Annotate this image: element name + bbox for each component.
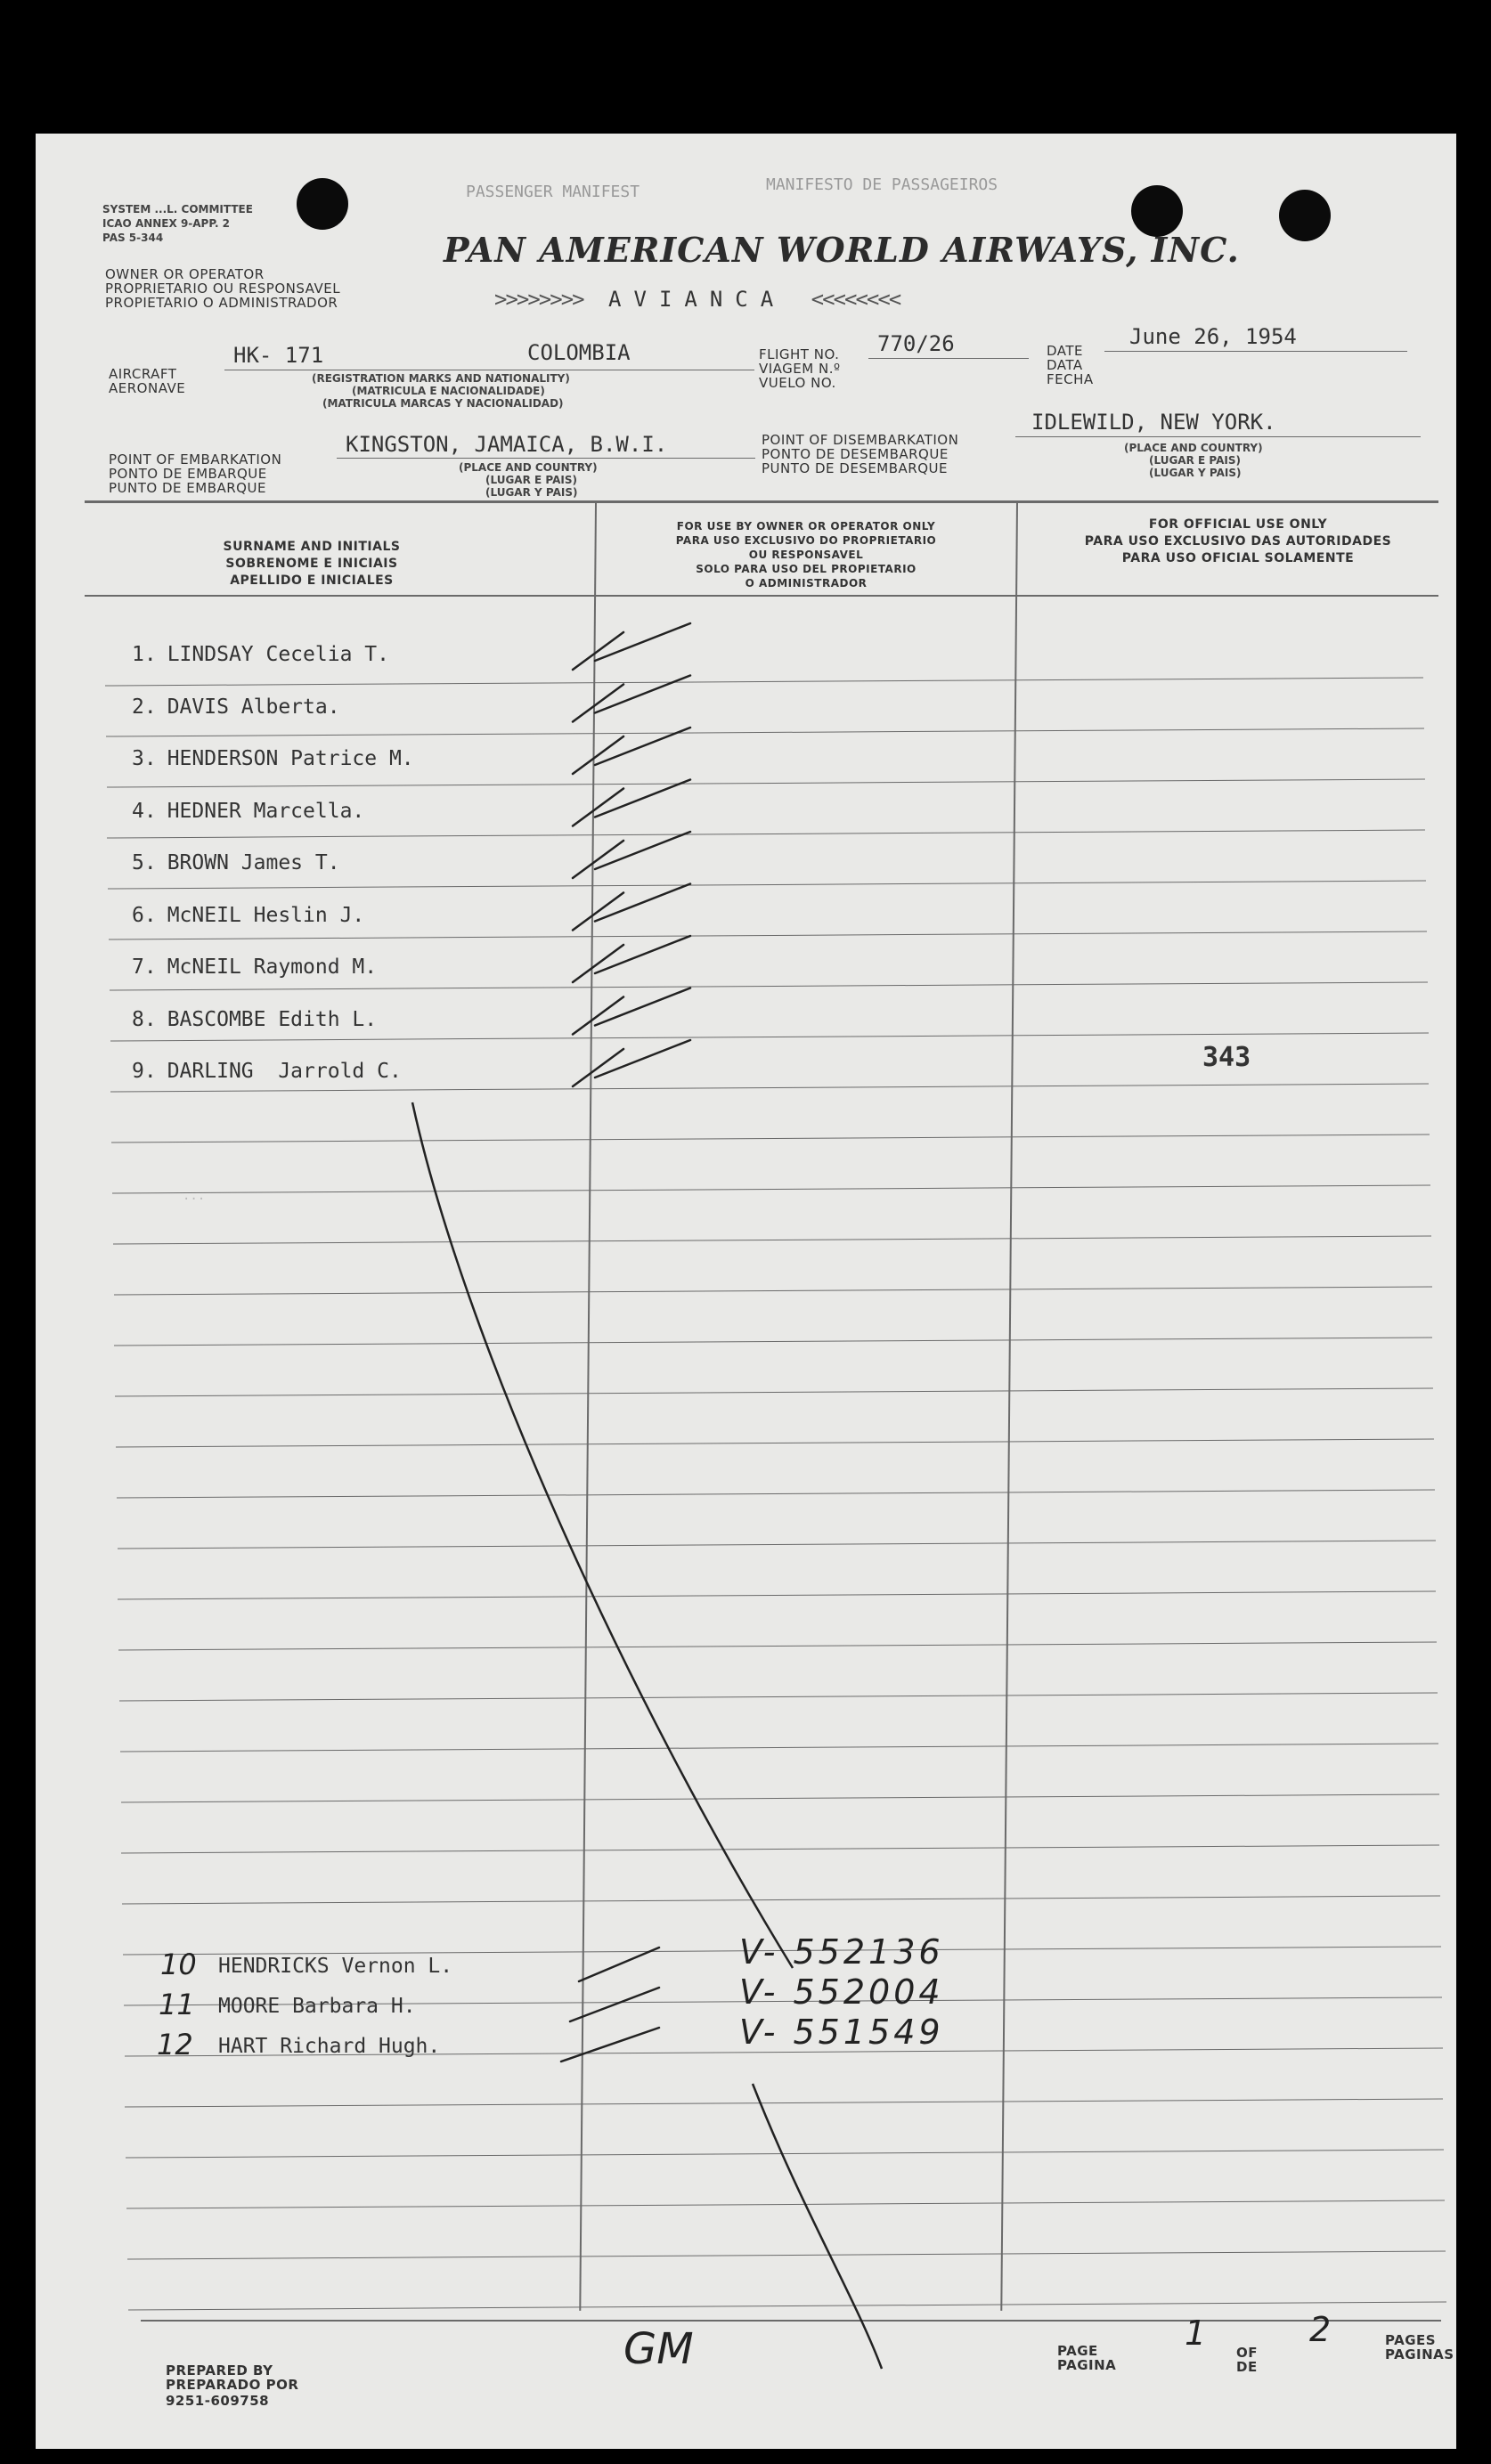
- stamp-passenger-manifest: PASSENGER MANIFEST: [466, 183, 640, 201]
- disembark-label: PUNTO DE DESEMBARQUE: [762, 460, 948, 476]
- embarkation-value: KINGSTON, JAMAICA, B.W.I.: [346, 432, 668, 457]
- disembarkation-value: IDLEWILD, NEW YORK.: [1031, 410, 1276, 435]
- handwritten-initials: GM: [623, 2324, 694, 2374]
- check-tick: [573, 936, 690, 982]
- embark-label: PONTO DE EMBARQUE: [109, 466, 267, 482]
- header-line: PARA USO EXCLUSIVO DAS AUTORIDADES: [1084, 534, 1392, 549]
- stamp-manifesto: MANIFESTO DE PASSAGEIROS: [766, 175, 998, 194]
- check-tick: [573, 832, 690, 878]
- passenger-name: HENDERSON Patrice M.: [167, 747, 414, 770]
- registration-label: (MATRICULA E NACIONALIDADE): [352, 385, 545, 397]
- check-tick: [573, 623, 690, 670]
- check-tick: [570, 1988, 659, 2021]
- owner-label: PROPRIETARIO OU RESPONSAVEL: [105, 281, 341, 297]
- page-label: PAGINA: [1057, 2357, 1117, 2373]
- system-line: SYSTEM ...L. COMMITTEE: [102, 203, 253, 215]
- passenger-name: BASCOMBE Edith L.: [167, 1007, 378, 1031]
- header-line: SOBRENOME E INICIAIS: [225, 557, 398, 571]
- passenger-name: MOORE Barbara H.: [218, 1995, 416, 2018]
- header-line: APELLIDO E INICIALES: [230, 573, 394, 588]
- passenger-name: HART Richard Hugh.: [218, 2035, 441, 2058]
- header-line: O ADMINISTRADOR: [745, 577, 868, 590]
- flight-label: FLIGHT NO.: [759, 346, 840, 362]
- place-label: (PLACE AND COUNTRY): [459, 461, 598, 474]
- embark-label: PUNTO DE EMBARQUE: [109, 480, 266, 496]
- check-tick: [573, 1040, 690, 1086]
- system-line: ICAO ANNEX 9-APP. 2: [102, 217, 231, 230]
- visa-number: V- 551549: [739, 2013, 944, 2052]
- check-tick: [573, 728, 690, 774]
- place-label: (LUGAR E PAIS): [485, 474, 577, 486]
- check-tick: [573, 884, 690, 931]
- faint-mark: ...: [183, 1189, 206, 1203]
- passenger-name: McNEIL Heslin J.: [167, 903, 365, 927]
- header-line: PARA USO OFICIAL SOLAMENTE: [1121, 551, 1355, 565]
- registration-label: (REGISTRATION MARKS AND NATIONALITY): [312, 372, 570, 385]
- passenger-number: 11: [159, 1988, 195, 2021]
- disembark-label: POINT OF DISEMBARKATION: [762, 432, 959, 448]
- passenger-number: 9.: [132, 1060, 157, 1083]
- form-number: 9251-609758: [166, 2393, 270, 2409]
- passenger-number: 3.: [132, 747, 157, 770]
- of-label: DE: [1236, 2359, 1258, 2375]
- aircraft-value: HK- 171: [233, 343, 324, 368]
- check-tick: [573, 676, 690, 722]
- header-line: FOR OFFICIAL USE ONLY: [1148, 517, 1328, 532]
- passenger-number: 4.: [132, 799, 157, 823]
- header-line: PARA USO EXCLUSIVO DO PROPRIETARIO: [675, 534, 937, 547]
- date-label: FECHA: [1047, 371, 1094, 387]
- avianca-text: AVIANCA: [608, 287, 786, 312]
- date-label: DATA: [1047, 357, 1083, 373]
- place2-label: (PLACE AND COUNTRY): [1124, 442, 1263, 454]
- passenger-number: 6.: [132, 903, 157, 927]
- passenger-number: 7.: [132, 956, 157, 979]
- embark-label: POINT OF EMBARKATION: [109, 451, 282, 468]
- place2-label: (LUGAR E PAIS): [1149, 454, 1241, 467]
- page-number: 1: [1185, 2314, 1207, 2353]
- passenger-name: HENDRICKS Vernon L.: [218, 1955, 453, 1978]
- passenger-name: McNEIL Raymond M.: [167, 956, 378, 979]
- header-line: FOR USE BY OWNER OR OPERATOR ONLY: [676, 520, 936, 533]
- check-tick: [573, 988, 690, 1035]
- pages-label: PAGINAS: [1385, 2346, 1454, 2362]
- visa-number: V- 552136: [739, 1932, 944, 1972]
- total-pages: 2: [1309, 2310, 1332, 2349]
- company-name: PAN AMERICAN WORLD AIRWAYS, INC.: [444, 230, 1240, 270]
- aircraft-label: AIRCRAFT: [109, 366, 177, 382]
- registration-label: (MATRICULA MARCAS Y NACIONALIDAD): [322, 397, 564, 410]
- header-line: OU RESPONSAVEL: [748, 549, 864, 561]
- official-number: 343: [1202, 1042, 1251, 1073]
- passenger-name: DAVIS Alberta.: [167, 695, 340, 719]
- passenger-name: DARLING Jarrold C.: [167, 1060, 402, 1083]
- passenger-number: 8.: [132, 1007, 157, 1031]
- avianca-line: >>>>>>>> AVIANCA <<<<<<<<: [494, 287, 900, 312]
- pen-line: [412, 1102, 882, 2369]
- system-line: PAS 5-344: [102, 232, 164, 244]
- passenger-number: 5.: [132, 851, 157, 874]
- aircraft-label: AERONAVE: [109, 380, 186, 396]
- prepared-label: PREPARED BY: [166, 2362, 273, 2379]
- flight-no-value: 770/26: [877, 331, 955, 356]
- pages-label: PAGES: [1385, 2332, 1437, 2348]
- date-value: June 26, 1954: [1129, 324, 1297, 349]
- passenger-number: 2.: [132, 695, 157, 719]
- nationality-value: COLOMBIA: [527, 340, 631, 365]
- check-tick: [573, 780, 690, 826]
- passenger-name: HEDNER Marcella.: [167, 799, 365, 823]
- header-line: SOLO PARA USO DEL PROPIETARIO: [696, 563, 917, 575]
- passenger-number: 1.: [132, 643, 157, 666]
- page-label: PAGE: [1057, 2343, 1098, 2359]
- flight-label: VUELO NO.: [759, 375, 836, 391]
- flight-label: VIAGEM N.º: [759, 361, 841, 377]
- owner-label: PROPIETARIO O ADMINISTRADOR: [105, 295, 338, 311]
- passenger-number: 12: [157, 2028, 193, 2061]
- visa-number: V- 552004: [739, 1972, 944, 2012]
- place2-label: (LUGAR Y PAIS): [1149, 467, 1242, 479]
- passenger-number: 10: [160, 1948, 197, 1981]
- place-label: (LUGAR Y PAIS): [485, 486, 578, 499]
- disembark-label: PONTO DE DESEMBARQUE: [762, 446, 949, 462]
- owner-label: OWNER OR OPERATOR: [105, 266, 265, 282]
- prepared-label: PREPARADO POR: [166, 2377, 299, 2393]
- check-tick: [579, 1948, 659, 1981]
- of-label: OF: [1236, 2345, 1258, 2361]
- header-line: SURNAME AND INITIALS: [223, 540, 401, 554]
- date-label: DATE: [1047, 343, 1084, 359]
- check-tick: [561, 2028, 659, 2061]
- passenger-name: LINDSAY Cecelia T.: [167, 643, 389, 666]
- passenger-name: BROWN James T.: [167, 851, 340, 874]
